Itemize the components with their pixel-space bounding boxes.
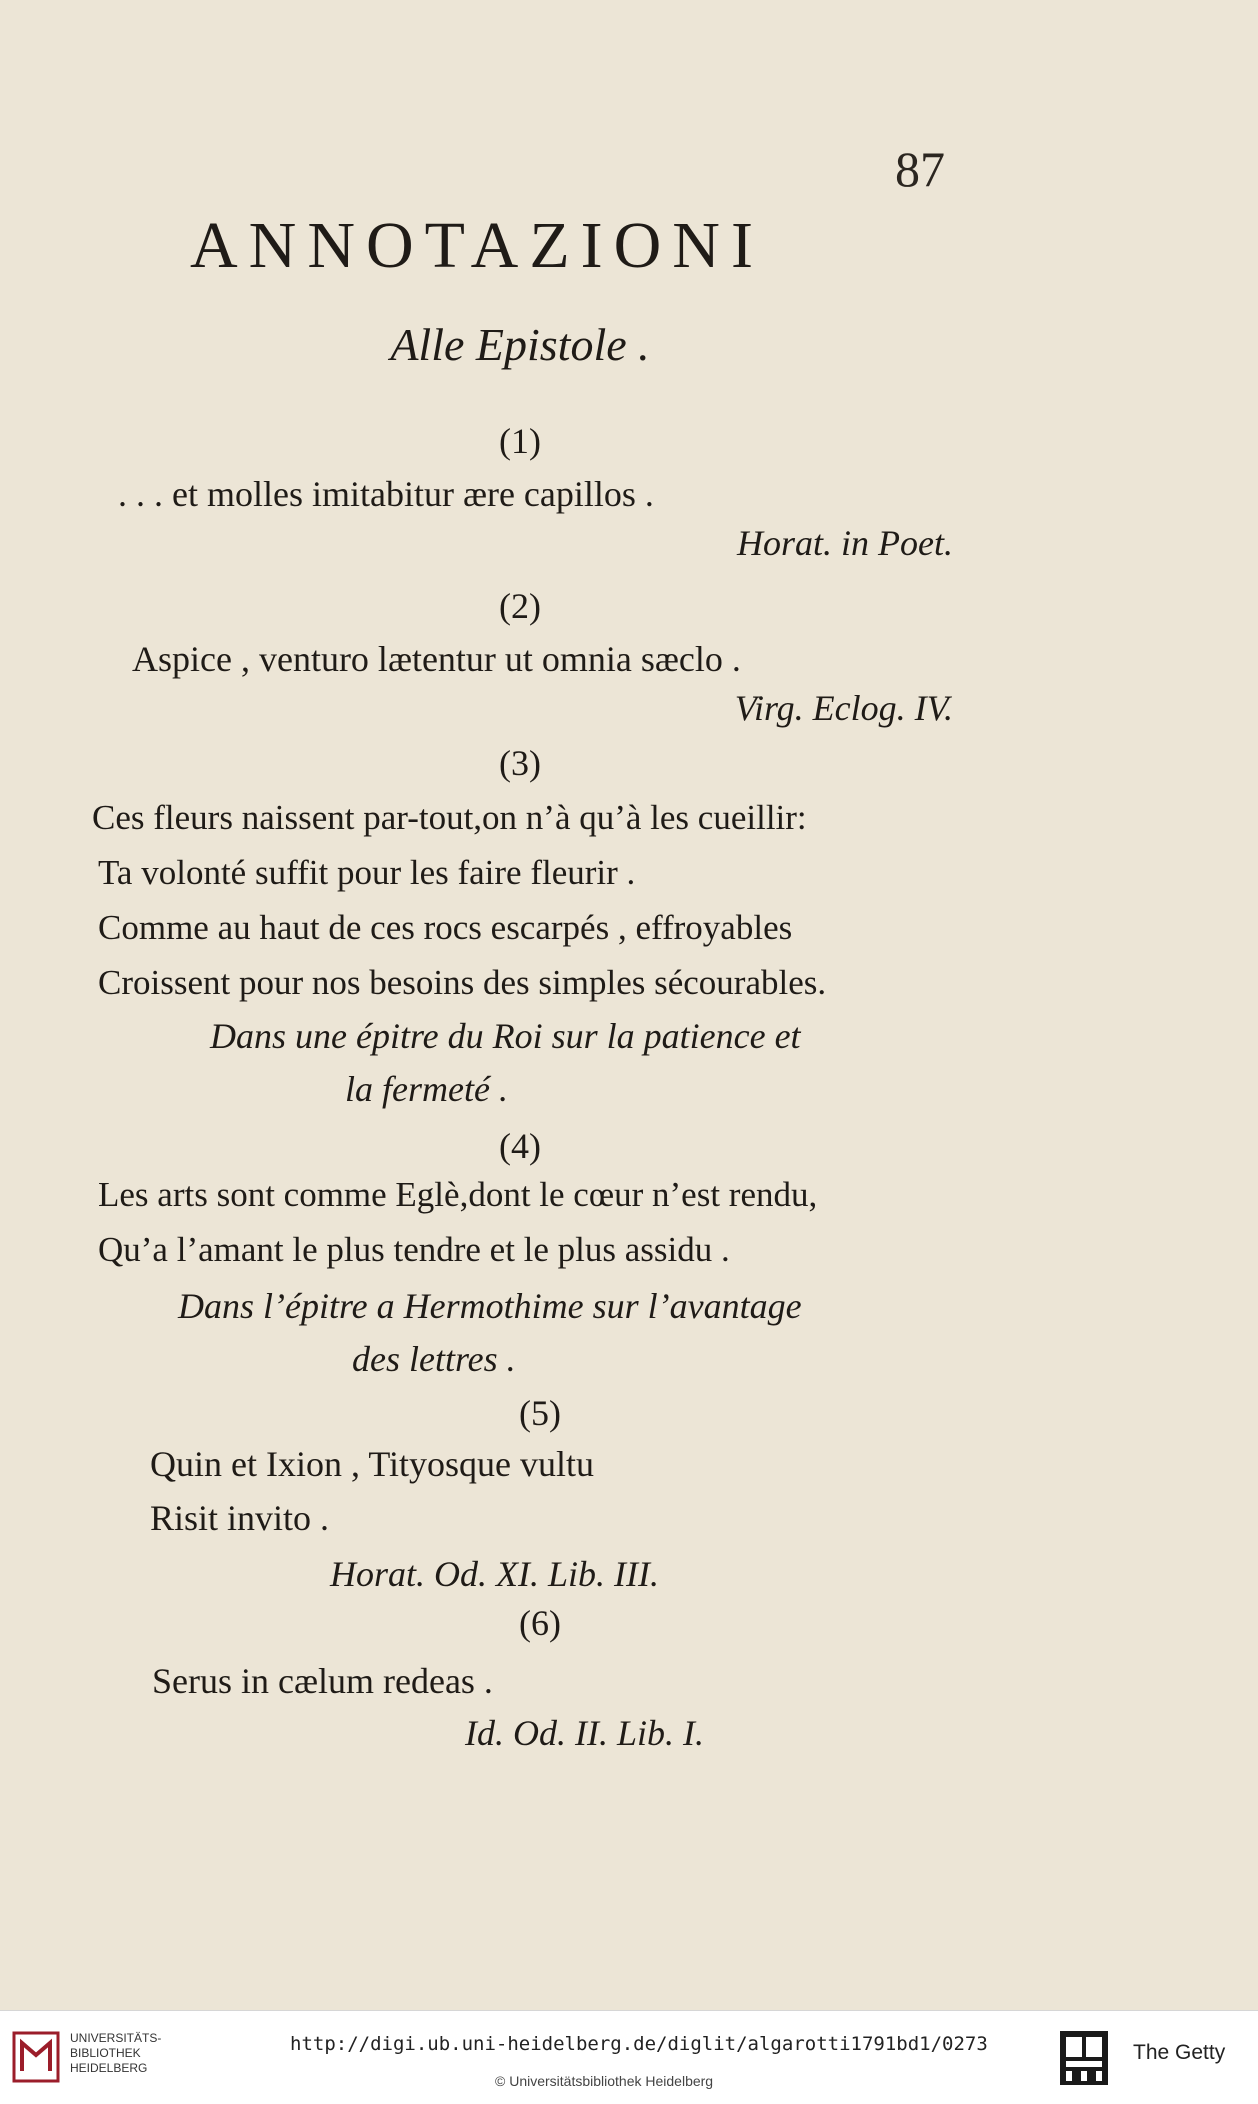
page-title: ANNOTAZIONI (190, 209, 764, 282)
note-line: Risit invito . (150, 1498, 330, 1538)
getty-label: The Getty (1133, 2041, 1226, 2064)
note-line: Quin et Ixion , Tityosque vultu (150, 1444, 595, 1484)
note-line: Serus in cælum redeas . (152, 1661, 493, 1701)
note-marker-3: (3) (499, 743, 541, 783)
note-source: Horat. Od. XI. Lib. III. (330, 1554, 659, 1594)
page-url-link[interactable]: http://digi.ub.uni-heidelberg.de/diglit/algarotti1791bd1/0273 (290, 2033, 988, 2055)
note-line: Croissent pour nos besoins des simples sécourables. (98, 963, 827, 1002)
note-marker-6: (6) (519, 1603, 561, 1643)
note-source: Dans l’épitre a Hermothime sur l’avantage (178, 1286, 802, 1326)
library-name: UNIVERSITÄTS- BIBLIOTHEK HEIDELBERG (70, 2031, 162, 2075)
note-line: . . . et molles imitabitur ære capillos . (118, 474, 654, 514)
page-subtitle: Alle Epistole . (390, 319, 650, 370)
note-source: Id. Od. II. Lib. I. (465, 1713, 704, 1753)
getty-logo-icon (1060, 2031, 1108, 2085)
page-number: 87 (895, 141, 945, 197)
ub-heidelberg-logo-icon (12, 2031, 60, 2083)
note-line: Ces fleurs naissent par-tout,on n’à qu’à les cueillir: (92, 798, 807, 837)
note-source: des lettres . (352, 1339, 516, 1379)
note-source: Virg. Eclog. IV. (734, 688, 953, 728)
note-source: Dans une épitre du Roi sur la patience et (210, 1016, 801, 1056)
note-source: la fermeté . (345, 1069, 508, 1109)
note-line: Les arts sont comme Eglè,dont le cœur n’est rendu, (98, 1175, 818, 1214)
footer-bar (0, 2010, 1258, 2104)
note-marker-5: (5) (519, 1393, 561, 1433)
note-source: Horat. in Poet. (737, 523, 953, 563)
note-line: Qu’a l’amant le plus tendre et le plus assidu . (98, 1230, 730, 1269)
note-marker-4: (4) (499, 1126, 541, 1166)
note-marker-2: (2) (499, 586, 541, 626)
copyright-text: © Universitätsbibliothek Heidelberg (495, 2073, 714, 2089)
note-line: Comme au haut de ces rocs escarpés , effroyables (98, 908, 793, 947)
note-line: Aspice , venturo lætentur ut omnia sæclo . (132, 639, 741, 679)
note-line: Ta volonté suffit pour les faire fleurir . (98, 853, 636, 892)
note-marker-1: (1) (499, 421, 541, 461)
